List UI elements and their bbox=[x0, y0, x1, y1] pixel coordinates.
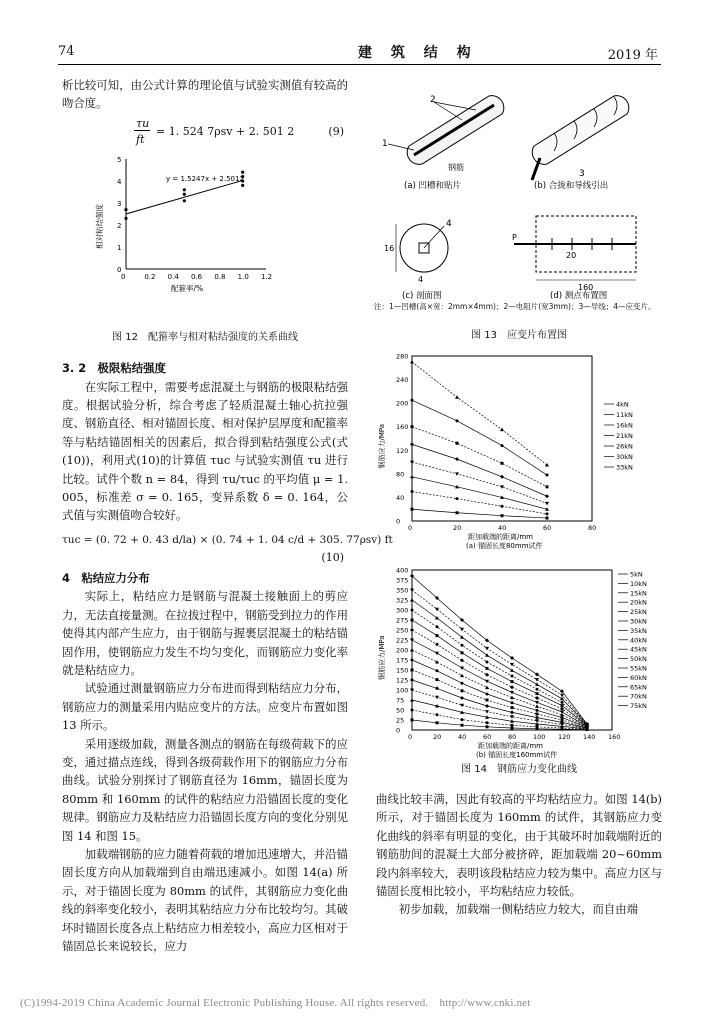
series-point bbox=[461, 682, 464, 685]
y-tick: 300 bbox=[396, 606, 409, 615]
series-point bbox=[545, 494, 549, 498]
series-point bbox=[535, 696, 539, 700]
series-point bbox=[455, 472, 459, 476]
x-tick: 120 bbox=[558, 733, 571, 741]
series-point bbox=[436, 625, 439, 628]
page-header bbox=[58, 44, 658, 62]
y-tick: 40 bbox=[396, 493, 405, 502]
y-tick: 0 bbox=[396, 726, 401, 735]
fig12-y-tick: 1 bbox=[117, 243, 122, 252]
series-point bbox=[546, 517, 549, 520]
section-4-para-2: 试验通过测量钢筋应力分布进而得到粘结应力分布，钢筋应力的测量采用内贴应变片的方法。应变片布置如图 13 所示。 bbox=[62, 681, 348, 733]
series-point bbox=[511, 680, 514, 683]
right-para-1: 曲线比较丰满，因此有较高的平均粘结应力。如图 14(b) 所示，对于锚固长度为 160mm 的试件，其钢筋应力变化曲线的斜率有明显的变化，由于其破坏时加载端附近的钢筋肋间的混凝土大部分被挤碎，距加载端 20~60mm 段内斜率较大，表明该段粘结应力较为集中。高应力区与锚固长度相比较小，平均粘结应力较低。 bbox=[376, 792, 662, 899]
series-line bbox=[412, 427, 547, 487]
series-point bbox=[410, 360, 414, 364]
series-point bbox=[545, 502, 549, 506]
series-point bbox=[500, 428, 504, 432]
y-tick: 325 bbox=[396, 596, 409, 605]
series-point bbox=[500, 475, 504, 479]
series-point bbox=[435, 696, 439, 700]
series-point bbox=[460, 674, 464, 678]
series-point bbox=[411, 508, 414, 511]
figure-13 bbox=[374, 76, 664, 346]
y-tick: 350 bbox=[396, 586, 409, 595]
series-point bbox=[535, 682, 539, 686]
fig13-dim-160: 160 bbox=[578, 283, 594, 292]
fig13-label-4b: 4 bbox=[418, 275, 424, 284]
fig12-y-tick: 4 bbox=[117, 177, 122, 186]
series-point bbox=[560, 707, 564, 711]
fig12-y-tick: 5 bbox=[117, 155, 122, 164]
fig14-caption: 图 14 钢筋应力变化曲线 bbox=[461, 764, 577, 775]
fig13-sub-d: (d) 测点布置图 bbox=[550, 291, 608, 301]
series-point bbox=[435, 652, 439, 656]
legend-label: 10kN bbox=[630, 579, 647, 588]
series-point bbox=[486, 693, 489, 696]
series-point bbox=[485, 647, 489, 651]
series-point bbox=[535, 678, 539, 682]
y-tick: 225 bbox=[396, 636, 409, 645]
y-tick: 100 bbox=[396, 686, 409, 695]
y-tick: 0 bbox=[396, 517, 401, 526]
series-line bbox=[412, 477, 547, 509]
journal-title: 建 筑 结 构 bbox=[358, 45, 478, 61]
series-point bbox=[561, 704, 564, 707]
series-point bbox=[456, 497, 459, 500]
series-point bbox=[536, 713, 539, 716]
series-point bbox=[536, 688, 539, 691]
legend-label: 11kN bbox=[616, 411, 633, 419]
y-tick: 120 bbox=[396, 446, 409, 455]
fig13-sub-a: (a) 凹槽和贴片 bbox=[404, 181, 462, 191]
fig13-note: 注：1—凹槽(高×宽：2mm×4mm)；2—电阻片(宽3mm)；3—导线；4—应变片。 bbox=[374, 302, 656, 311]
legend-label: 4kN bbox=[616, 400, 629, 409]
y-tick: 80 bbox=[396, 470, 405, 479]
x-tick: 80 bbox=[508, 733, 517, 741]
series-point bbox=[545, 463, 549, 467]
series-point bbox=[486, 661, 489, 664]
series-point bbox=[436, 713, 439, 716]
legend-label: 26kN bbox=[616, 442, 633, 451]
series-point bbox=[485, 686, 489, 690]
series-point bbox=[485, 653, 489, 657]
x-tick: 100 bbox=[533, 733, 546, 741]
series-point bbox=[461, 644, 464, 647]
x-tick: 40 bbox=[498, 524, 507, 532]
series-point bbox=[411, 659, 414, 662]
series-point bbox=[456, 511, 459, 514]
chart-frame bbox=[412, 570, 612, 730]
series-point bbox=[486, 721, 489, 724]
y-tick: 400 bbox=[396, 566, 409, 575]
fig12-y-tick: 2 bbox=[117, 221, 122, 230]
x-tick: 140 bbox=[583, 733, 596, 741]
legend-label: 30kN bbox=[630, 617, 647, 626]
y-tick: 240 bbox=[396, 376, 409, 385]
fig13-c-section bbox=[384, 219, 452, 301]
section-3-2-text: 在实际工程中，需要考虑混凝土与钢筋的极限粘结强度。根据试验分析，综合考虑了轻质混凝土轴心抗拉强度、钢筋直径、相对锚固长度、相对保护层厚度和配箍率等与粘结锚固相关的因素后，拟合得到粘结强度公式(式(10))，利用式(10)的计算值 τuc 与试验实测值 τu 进行比较。试件个数 n = 84，得到 τu/τuc 的平均值 μ = 1. 005，标准差 σ = 0. 165，变异系数 δ = 0. 164，公式值与实测值吻合较好。 bbox=[62, 379, 348, 523]
y-tick: 250 bbox=[396, 626, 409, 635]
x-axis-label: 距加载端的距离/mm bbox=[478, 742, 543, 750]
series-point bbox=[511, 706, 514, 709]
fig12-x-tick: 0.4 bbox=[167, 272, 179, 281]
series-point bbox=[410, 698, 414, 702]
equation-9 bbox=[62, 113, 348, 151]
series-point bbox=[535, 716, 539, 720]
fig13-a-rebar bbox=[382, 95, 504, 191]
section-4-para-1: 实际上，粘结应力是钢筋与混凝土接触面上的剪应力，无法直接量测。在拉拔过程中，钢筋受到拉力的作用使得其内部产生应力，由于钢筋与握裹层混凝土的粘结锚固作用，使钢筋应力发生不均匀变化，而钢筋应力变化率就是粘结应力。 bbox=[62, 589, 348, 677]
copyright-footer: (C)1994-2019 China Academic Journal Electronic Publishing House. All rights reserved. http://www.cnki.net bbox=[20, 997, 531, 1009]
series-point bbox=[511, 724, 514, 727]
fig13-rebar-label: 钢筋 bbox=[448, 163, 464, 172]
series-point bbox=[436, 678, 439, 681]
legend-label: 15kN bbox=[630, 589, 647, 598]
y-tick: 175 bbox=[396, 656, 409, 665]
series-point bbox=[411, 425, 414, 428]
fig12-point bbox=[241, 184, 244, 187]
series-point bbox=[436, 634, 439, 637]
intro-text: 析比较可知，由公式计算的理论值与试验实测值有较高的吻合度。 bbox=[62, 78, 348, 111]
series-point bbox=[456, 442, 459, 445]
right-para-2: 初步加载，加载端一侧粘结应力较大，而自由端 bbox=[398, 902, 639, 917]
fig13-d-layout bbox=[512, 216, 636, 301]
fig12-x-tick: 1.0 bbox=[237, 272, 249, 281]
y-tick: 375 bbox=[396, 576, 409, 585]
x-tick: 0 bbox=[408, 733, 413, 741]
series-point bbox=[410, 628, 414, 632]
chart-subtitle: (a) 锚固长度80mm试件 bbox=[466, 542, 543, 550]
y-tick: 150 bbox=[396, 666, 409, 675]
eq9-rhs: = 1. 524 7ρsv + 2. 501 2 bbox=[156, 124, 295, 138]
y-tick: 200 bbox=[396, 646, 409, 655]
x-tick: 20 bbox=[453, 524, 462, 532]
series-point bbox=[486, 699, 489, 702]
legend-label: 25kN bbox=[630, 608, 647, 617]
series-point bbox=[460, 628, 464, 632]
section-4-para-4: 加载端钢筋的应力随着荷载的增加迅速增大，并沿锚固长度方向从加载端到自由端迅速减小。如图 14(a) 所示，对于锚固长度为 80mm 的试件，其钢筋应力变化曲线的斜率变化较小，表明其粘结应力分布比较均匀。其破坏时锚固长度各点上粘结应力相差较小，高应力区相对于锚固总长来说较长，应力 bbox=[62, 846, 348, 953]
x-tick: 0 bbox=[408, 524, 413, 532]
legend-label: 40kN bbox=[630, 636, 647, 645]
fig13-label-2: 2 bbox=[430, 95, 436, 105]
series-line bbox=[412, 444, 547, 496]
fig13-label-3: 3 bbox=[579, 169, 585, 179]
legend-label: 16kN bbox=[616, 421, 633, 430]
series-point bbox=[511, 701, 514, 704]
series-point bbox=[510, 710, 514, 714]
series-point bbox=[460, 696, 464, 700]
fig12-point bbox=[124, 208, 127, 211]
series-point bbox=[536, 709, 539, 712]
fig12-fit-annotation: y = 1.5247x + 2.5012 bbox=[166, 174, 244, 183]
fig12-y-tick: 3 bbox=[117, 199, 122, 208]
year: 2019 年 bbox=[607, 48, 658, 63]
series-point bbox=[511, 675, 514, 678]
section-4-para-3: 采用逐级加载，测量各测点的钢筋在每级荷载下的应变，通过描点连线，得到各级荷载作用下的钢筋应力分布曲线。试验分别探讨了钢筋直径为 16mm，锚固长度为 80mm 和 160mm 的试件的粘结应力沿锚固长度的变化规律。钢筋应力及粘结应力沿锚固长度方向的变化分别见图 14 和图 15。 bbox=[62, 736, 348, 843]
series-point bbox=[510, 668, 514, 672]
y-tick: 25 bbox=[396, 716, 405, 725]
series-point bbox=[510, 685, 514, 689]
fig13-label-1: 1 bbox=[382, 139, 388, 149]
series-point bbox=[435, 686, 439, 690]
series-point bbox=[435, 608, 439, 612]
fig14b-chart bbox=[374, 562, 664, 758]
series-point bbox=[410, 648, 414, 652]
legend-label: 50kN bbox=[630, 655, 647, 664]
figure-12 bbox=[62, 151, 348, 329]
series-point bbox=[455, 395, 459, 399]
series-point bbox=[501, 514, 504, 517]
fig12-x-tick: 0.8 bbox=[214, 272, 226, 281]
series-point bbox=[436, 669, 439, 672]
fig13-load-P: P bbox=[512, 233, 517, 242]
y-tick: 125 bbox=[396, 676, 409, 685]
series-point bbox=[486, 725, 489, 728]
series-point bbox=[560, 694, 564, 698]
series-point bbox=[461, 718, 464, 721]
y-tick: 50 bbox=[396, 706, 405, 715]
series-point bbox=[510, 663, 514, 667]
series-point bbox=[411, 719, 414, 722]
series-point bbox=[411, 609, 414, 612]
legend-label: 35kN bbox=[630, 626, 647, 635]
series-point bbox=[536, 725, 539, 728]
series-point bbox=[511, 727, 514, 730]
x-tick: 40 bbox=[458, 733, 467, 741]
series-point bbox=[410, 598, 414, 602]
series-point bbox=[461, 724, 464, 727]
series-point bbox=[410, 475, 414, 479]
series-point bbox=[461, 689, 464, 692]
y-axis-label: 钢筋应力/MPa bbox=[378, 635, 386, 680]
fig12-point bbox=[183, 192, 186, 195]
x-tick: 160 bbox=[608, 733, 621, 741]
series-line bbox=[412, 400, 547, 475]
series-point bbox=[501, 462, 504, 465]
series-point bbox=[435, 616, 439, 620]
x-tick: 60 bbox=[543, 524, 552, 532]
series-point bbox=[410, 589, 414, 593]
fig12-caption: 图 12 配箍率与相对粘结强度的关系曲线 bbox=[112, 331, 298, 343]
equation-10 bbox=[62, 525, 393, 567]
legend-label: 70kN bbox=[630, 692, 647, 701]
series-point bbox=[485, 673, 489, 677]
legend-label: 33kN bbox=[616, 463, 633, 472]
y-axis-label: 钢筋应力/MPa bbox=[378, 423, 386, 469]
series-point bbox=[486, 667, 489, 670]
x-axis-label: 距加载端的距离/mm bbox=[468, 533, 533, 541]
series-point bbox=[411, 490, 414, 493]
fig13-sub-b: (b) 合拢和导线引出 bbox=[534, 181, 609, 191]
fig12-y-tick: 0 bbox=[117, 265, 122, 274]
series-point bbox=[410, 442, 414, 446]
fig13-dim-16: 16 bbox=[384, 244, 395, 253]
series-point bbox=[501, 505, 504, 508]
x-tick: 80 bbox=[588, 524, 597, 532]
legend-label: 75kN bbox=[630, 702, 647, 711]
fig13-sub-c: (c) 剖面图 bbox=[402, 291, 442, 301]
fig12-point bbox=[183, 188, 186, 191]
fig13-b-rebar bbox=[532, 96, 629, 191]
series-point bbox=[535, 672, 539, 676]
y-tick: 75 bbox=[396, 696, 405, 705]
legend-label: 30kN bbox=[616, 453, 633, 461]
fig12-point bbox=[183, 199, 186, 202]
series-point bbox=[501, 444, 504, 447]
y-tick: 280 bbox=[396, 352, 409, 361]
y-tick: 200 bbox=[396, 399, 409, 408]
series-line bbox=[412, 362, 547, 465]
series-point bbox=[535, 704, 539, 708]
legend-label: 65kN bbox=[630, 683, 647, 692]
legend-label: 55kN bbox=[630, 664, 647, 673]
fig12-y-label: 相对粘结强度 bbox=[95, 203, 104, 249]
page-number: 74 bbox=[58, 44, 75, 59]
figure-14 bbox=[374, 346, 664, 776]
legend-label: 21kN bbox=[616, 432, 633, 440]
series-point bbox=[460, 658, 464, 662]
fig12-x-tick: 0.6 bbox=[191, 272, 203, 281]
series-point bbox=[536, 692, 539, 695]
fig13-drawing bbox=[374, 76, 664, 316]
section-4-heading: 4 粘结应力分布 bbox=[62, 570, 150, 585]
chart-subtitle: (b) 锚固长度160mm试件 bbox=[476, 751, 558, 758]
series-point bbox=[410, 678, 414, 682]
eq10-body: τuc = (0. 72 + 0. 43 d/la) × (0. 74 + 1. 04 c/d + 305. 77ρsv) ft bbox=[62, 533, 393, 546]
legend-label: 45kN bbox=[630, 645, 647, 654]
series-point bbox=[461, 651, 464, 654]
series-point bbox=[435, 642, 439, 646]
fig12-x-tick: 0.2 bbox=[144, 272, 156, 281]
series-point bbox=[411, 709, 414, 712]
series-point bbox=[460, 667, 464, 671]
series-point bbox=[411, 669, 414, 672]
series-point bbox=[436, 721, 439, 724]
fig13-dim-20: 20 bbox=[566, 251, 577, 260]
fig13-label-4: 4 bbox=[446, 219, 452, 229]
fig12-chart bbox=[92, 151, 282, 301]
eq9-number: (9) bbox=[328, 124, 344, 138]
series-point bbox=[546, 474, 549, 477]
series-point bbox=[546, 485, 549, 488]
fig14a-chart bbox=[374, 346, 664, 554]
series-point bbox=[546, 512, 549, 515]
series-point bbox=[435, 660, 439, 664]
x-tick: 60 bbox=[483, 733, 492, 741]
series-point bbox=[485, 710, 489, 714]
fig13-caption: 图 13 应变片布置图 bbox=[471, 330, 567, 341]
y-tick: 160 bbox=[396, 423, 409, 432]
series-point bbox=[561, 701, 564, 704]
fig12-x-tick: 0 bbox=[121, 272, 126, 281]
series-point bbox=[411, 399, 414, 402]
eq9-numerator: τu bbox=[136, 116, 150, 130]
eq9-denominator: ft bbox=[136, 132, 145, 146]
series-point bbox=[410, 639, 414, 643]
series-point bbox=[485, 704, 489, 708]
fig12-fit-line bbox=[126, 180, 243, 214]
header-rule bbox=[58, 64, 661, 65]
fig12-x-tick: 1.2 bbox=[261, 272, 273, 281]
series-point bbox=[561, 716, 564, 719]
series-point bbox=[455, 457, 459, 461]
section-3-2-heading: 3. 2 极限粘结强度 bbox=[62, 361, 166, 376]
fig12-point bbox=[124, 217, 127, 220]
legend-label: 20kN bbox=[630, 598, 647, 607]
right-column bbox=[376, 790, 662, 919]
series-point bbox=[456, 419, 459, 422]
fig12-x-label: 配箍率/% bbox=[171, 283, 204, 293]
series-point bbox=[560, 711, 564, 715]
legend-label: 5kN bbox=[630, 570, 643, 579]
series-point bbox=[411, 619, 414, 622]
fig12-point bbox=[241, 170, 244, 173]
eq10-number: (10) bbox=[321, 550, 344, 564]
y-tick: 275 bbox=[396, 616, 409, 625]
legend-label: 60kN bbox=[630, 673, 647, 682]
x-tick: 20 bbox=[433, 733, 442, 741]
